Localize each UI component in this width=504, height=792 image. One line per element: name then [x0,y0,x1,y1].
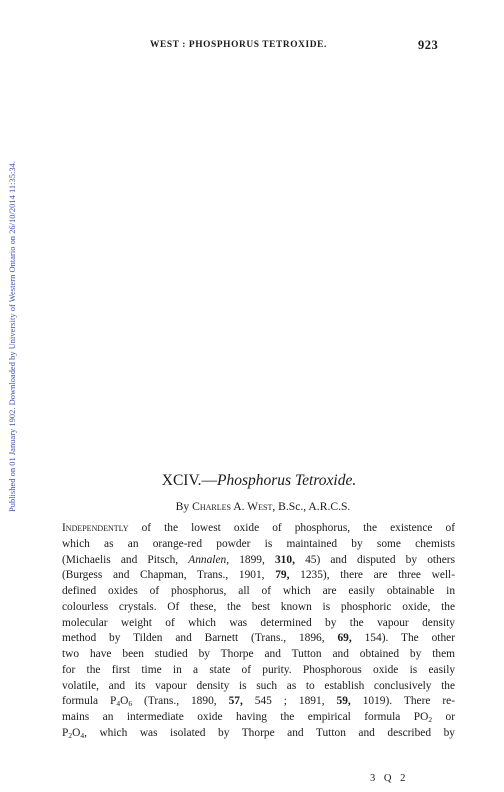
byline-by: By [175,500,190,513]
body-line: $P_2O_4$, which was isolated by Thorpe and Tutton and described by [62,726,455,740]
body-text [62,521,455,742]
body-line: volatile, and its vapour density is such as to establish conclusively the [62,679,456,692]
author-credentials: B.Sc., A.R.C.S. [278,500,351,513]
page-number: 923 [418,38,439,52]
download-stamp-text: Published on 01 January 1902. Downloaded by University of Western Ontario on 26/10/2014 11:35:34. [8,161,17,512]
body-line: (Burgess and Chapman, Trans., 1901, 79, 1235), there are three well- [62,569,456,582]
body-line: mains an intermediate oxide having the empirical formula $PO_2$ or [62,711,456,724]
article-title [0,472,504,490]
journal-name: Annalen, [188,553,230,566]
body-line: colourless crystals. Of these, the best known is phosphoric oxide, the [62,600,456,613]
body-line: Independently of the lowest oxide of phosphorus, the existence of [62,522,455,534]
article-number: XCIV.— [161,472,218,489]
body-line: defined oxides of phosphorus, all of which are easily obtainable in [62,585,456,597]
lead-word: Independently [62,522,129,534]
byline [0,500,504,513]
body-line: formula $P_4O_6$ (Trans., 1890, 57, 545 ; 1891, 59, 1019). There re- [62,695,455,709]
running-head [0,40,504,54]
body-line: (Michaelis and Pitsch, Annalen, 1899, 310, 45) and disputed by others [62,553,456,566]
running-title: WEST : PHOSPHORUS TETROXIDE. [150,40,327,50]
body-line: for the first time in a state of purity. Phosphorous oxide is easily [62,663,456,676]
article-title-text: Phosphorus Tetroxide. [217,472,357,489]
body-line: two have been studied by Thorpe and Tutton and obtained by them [62,648,455,660]
author-name: Charles A. West, [192,500,276,513]
body-line: molecular weight of which was determined by the vapour density [62,616,455,629]
download-stamp [0,0,16,792]
body-line: method by Tilden and Barnett (Trans., 1896, 69, 154). The other [62,632,455,645]
signature-mark: 3 Q 2 [370,773,409,784]
body-line: which as an orange-red powder is maintained by some chemists [62,537,456,550]
